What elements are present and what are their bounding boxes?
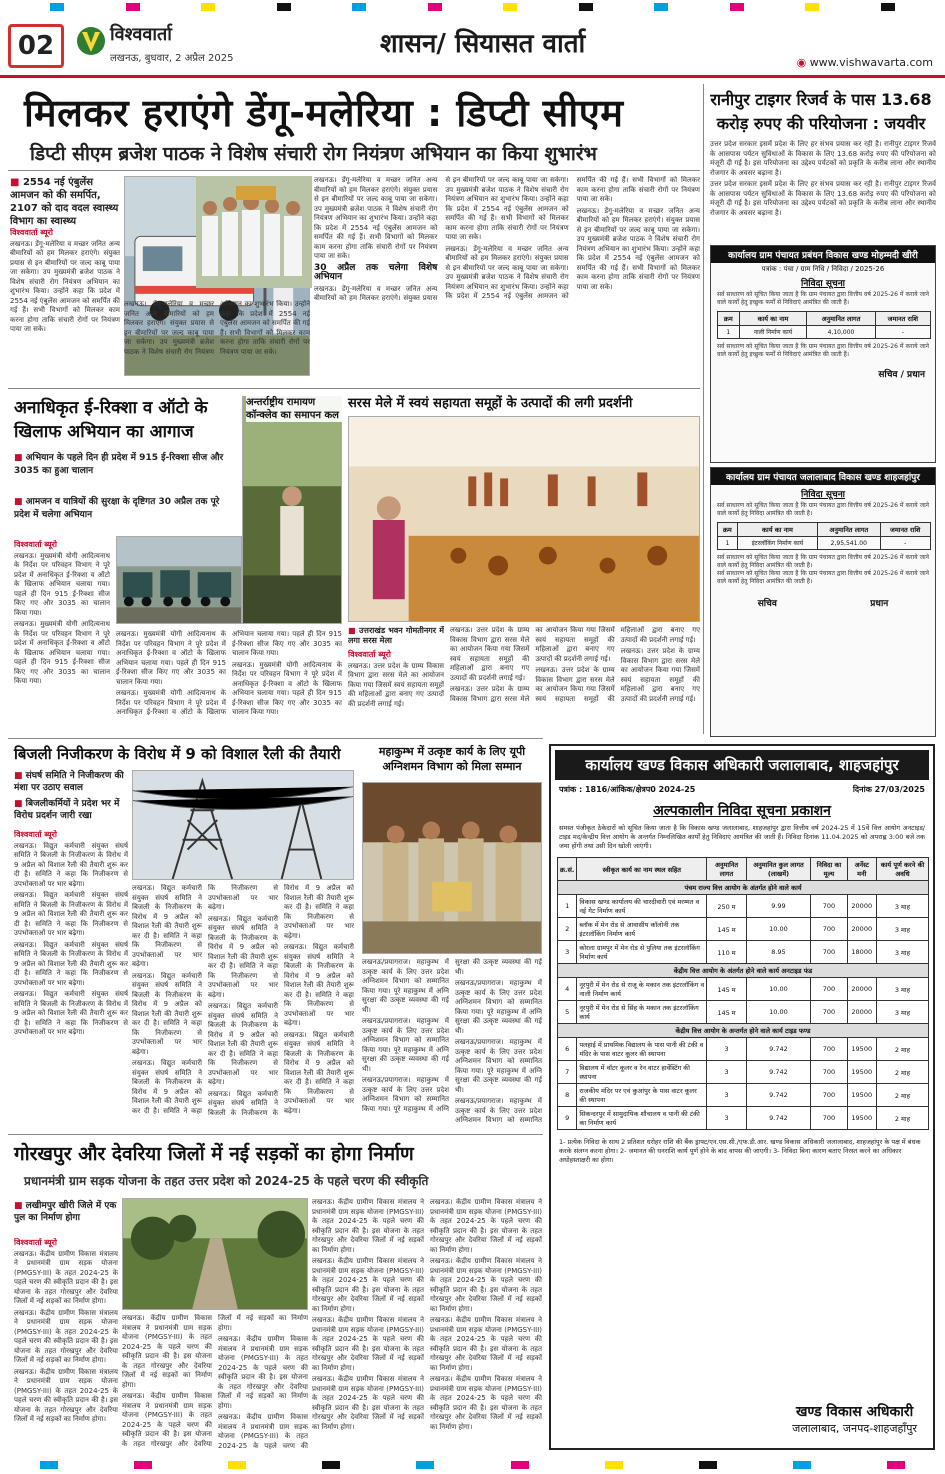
tender-row: 3 कोरला ग्रामपुर में मेन रोड से पुलिया तक इंटरलॉकिंग निर्माण कार्य 110 म 8.95 700 18000 3 माह bbox=[558, 941, 929, 964]
notice1-subtitle: निविदा सूचना bbox=[800, 279, 846, 289]
tender-row: 5 नूरपुरी में मेन रोड से सिंह के मकान तक इंटरलॉकिंग कार्य 145 म 10.00 700 20000 3 माह bbox=[558, 1001, 929, 1024]
website[interactable] bbox=[797, 56, 933, 69]
notice-box-1: कार्यालय ग्राम पंचायत प्रबंधन विकास खण्ड मोहम्मदी खीरी पत्रांक : पंचा / ग्राम निधि / निविदा / 2025-26 निविदा सूचना सर्व साधारण को सूचित किया जाता है कि ग्राम पंचायत द्वारा वित्तीय वर्ष 2025-26 में कराये जाने वाले कार्यों हेतु इच्छुक फर्मों से निविदाएं आमंत्रित की जाती हैं। क्रम कार्य का नाम अनुमानित लागत जमानत राशि 1 नाली निर्माण कार्य 4,10,000 - सर्व साधारण को सूचित किया जाता है कि ग्राम पंचायत द्वारा वित्तीय वर्ष 2025-26 में कराये जाने वाले कार्यों हेतु इच्छुक फर्मों से निविदाएं आमंत्रित की जाती हैं। सचिव / प्रधान bbox=[710, 245, 936, 463]
bijli-body-col1: विश्ववार्ता ब्यूरो लखनऊ। विद्युत कर्मचारी संयुक्त संघर्ष समिति ने बिजली के निजीकरण के विरोध में 9 अप्रैल को विशाल रैली की तैयारी शुरू कर दी है। समिति ने कहा कि निजीकरण से उपभोक्ताओं पर भार बढ़ेगा। लखनऊ। विद्युत कर्मचारी संयुक्त संघर्ष समिति ने बिजली के निजीकरण के विरोध में 9 अप्रैल को विशाल रैली की तैयारी शुरू कर दी है। समिति ने कहा कि निजीकरण से उपभोक्ताओं पर भार बढ़ेगा। लखनऊ। विद्युत कर्मचारी संयुक्त संघर्ष समिति ने बिजली के निजीकरण के विरोध में 9 अप्रैल को विशाल रैली की तैयारी शुरू कर दी है। समिति ने कहा कि निजीकरण से उपभोक्ताओं पर भार बढ़ेगा। लखनऊ। विद्युत कर्मचारी संयुक्त संघर्ष समिति ने बिजली के निजीकरण के विरोध में 9 अप्रैल को विशाल रैली की तैयारी शुरू कर दी है। समिति ने कहा कि निजीकरण से उपभोक्ताओं पर भार बढ़ेगा। bbox=[14, 830, 128, 1036]
website-url: www.vishwavarta.com bbox=[809, 56, 933, 69]
photo-saras-mela bbox=[348, 416, 700, 622]
tender-table: क्र.सं. स्वीकृत कार्य का नाम स्थल सहित अनुमानित लागत अनुमानित कुल लागत (लाखमें) निविदा का मूल्य अर्नेस्ट मनी कार्य पूर्ण करने की अवधि पंचम राज्य वित्त आयोग के अंतर्गत होने वाले कार्य 1 विकास खण्ड कार्यालय की चारदीवारी एवं मरम्मत व नई गेट निर्माण कार्य 250 म 9.99 700 20000 3 माह 2 ब्लॉक में मेन रोड से आवासीय कॉलोनी तक इंटरलॉकिंग निर्माण कार्य 145 म 10.00 700 20000 3 माह 3 कोरला ग्रामपुर में मेन रोड से पुलिया तक इंटरलॉकिंग निर्माण कार्य 110 म 8.95 700 18000 3 माह केंद्रीय वित्त आयोग के अंतर्गत होने वाले कार्य अनटाइड फंड 4 नूरपुरी में मेन रोड से राजू के मकान तक इंटरलॉकिंग व नाली निर्माण कार्य 145 म 10.00 700 20000 3 माह 5 नूरपुरी में मेन रोड से सिंह के मकान तक इंटरलॉकिंग कार्य 145 म 10.00 700 20000 3 माह केंद्रीय वित्त आयोग के अन्तर्गत होने वाले कार्य टाइड फण्ड 6 पलहाई में प्राथमिक विद्यालय के पास पानी की टंकी व मंदिर के पास वाटर कूलर की स्थापना 3 9.742 700 19500 2 माह 7 विद्यालय में वॉटर कूलर व रेन वाटर हार्वेस्टिंग की स्थापना 3 9.742 700 19500 2 माह 8 राजकीय मंदिर पर एवं कुआंपुर के पास वाटर कूलर की स्थापना 3 9.742 700 19500 2 माह 9 सिकन्दरपुर में सामुदायिक शौचालय व पानी की टंकी का निर्माण कार्य 3 9.742 700 19500 2 माह bbox=[557, 857, 929, 1130]
erickshaw-kicker-2: ■ आमजन व यात्रियों की सुरक्षा के दृष्टिगत 30 अप्रैल तक पूरे प्रदेश में चलेगा अभियान bbox=[14, 497, 220, 520]
saras-caption-col: ■ उत्तराखंड भवन गोमतीनगर में लगा सरस मेला विश्ववार्ता ब्यूरो लखनऊ। उत्तर प्रदेश के ग्राम्य विकास विभाग द्वारा सरस मेले का आयोजन किया गया जिसमें स्वयं सहायता समूहों की महिलाओं द्वारा बनाए गए उत्पादों की प्रदर्शनी लगाई गई। bbox=[348, 626, 444, 708]
bullet-icon: ■ bbox=[10, 177, 23, 188]
saras-body-cols: लखनऊ। उत्तर प्रदेश के ग्राम्य विकास विभाग द्वारा सरस मेले का आयोजन किया गया जिसमें स्वयं सहायता समूहों की महिलाओं द्वारा बनाए गए उत्पादों की प्रदर्शनी लगाई गई। लखनऊ। उत्तर प्रदेश के ग्राम्य विकास विभाग द्वारा सरस मेले का आयोजन किया गया जिसमें स्वयं सहायता समूहों की महिलाओं द्वारा बनाए गए उत्पादों की प्रदर्शनी लगाई गई। लखनऊ। उत्तर प्रदेश के ग्राम्य विकास विभाग द्वारा सरस मेले का आयोजन किया गया जिसमें स्वयं सहायता समूहों की महिलाओं द्वारा बनाए गए उत्पादों की प्रदर्शनी लगाई गई। लखनऊ। उत्तर प्रदेश के ग्राम्य विकास विभाग द्वारा सरस मेले का आयोजन किया गया जिसमें स्वयं सहायता समूहों की महिलाओं द्वारा बनाए गए उत्पादों की प्रदर्शनी लगाई गई। bbox=[450, 626, 700, 703]
tender-group-row: केंद्रीय वित्त आयोग के अन्तर्गत होने वाले कार्य टाइड फण्ड bbox=[558, 1024, 929, 1038]
column-divider bbox=[703, 84, 704, 734]
lead-headline: मिलकर हराएंगे डेंगू-मलेरिया : डिप्टी सीएम bbox=[24, 91, 624, 135]
divider bbox=[8, 388, 700, 389]
bullet-icon: ■ bbox=[14, 799, 26, 809]
tender-row: 6 पलहाई में प्राथमिक विद्यालय के पास पानी की टंकी व मंदिर के पास वाटर कूलर की स्थापना 3 9.742 700 19500 2 माह bbox=[558, 1038, 929, 1061]
notice2-signatory-right: प्रधान bbox=[870, 599, 889, 609]
tender-subtitle: अल्पकालीन निविदा सूचना प्रकाशन bbox=[653, 803, 831, 819]
tender-intro: समस्त पंजीकृत ठेकेदारों को सूचित किया जाता है कि विकास खण्ड जलालाबाद, शाहजहांपुर द्वारा वित्तीय वर्ष 2024-25 में 15वें वित्त आयोग अनटाइड/टाइड मद/केन्द्रीय वित्त आयोग के अन्तर्गत निम्नलिखित कार्यों हेतु निविदाएं आमंत्रित की जाती हैं। निविदा दिनांक 11.04.2025 को अपराह्न 3:00 बजे तक जमा होंगी तथा उसी दिन खोली जाएंगी। bbox=[559, 824, 925, 850]
lead-body-cols: लखनऊ। डेंगू-मलेरिया व मच्छर जनित अन्य बीमारियों को हम मिलकर हराएंगे। संयुक्त प्रयास से इन बीमारियों पर जल्द काबू पाया जा सकेगा। उप मुख्यमंत्री ब्रजेश पाठक ने विशेष संचारी रोग नियंत्रण अभियान का शुभारंभ किया। उन्होंने कहा कि प्रदेश में 2554 नई एंबुलेंस आमजन को समर्पित की गई हैं। सभी विभागों को मिलकर काम करना होगा ताकि संचारी रोगों पर नियंत्रण पाया जा सके। 30 अप्रैल तक चलेगा विशेष अभियान लखनऊ। डेंगू-मलेरिया व मच्छर जनित अन्य बीमारियों को हम मिलकर हराएंगे। संयुक्त प्रयास से इन बीमारियों पर जल्द काबू पाया जा सकेगा। उप मुख्यमंत्री ब्रजेश पाठक ने विशेष संचारी रोग नियंत्रण अभियान का शुभारंभ किया। उन्होंने कहा कि प्रदेश में 2554 नई एंबुलेंस आमजन को समर्पित की गई हैं। सभी विभागों को मिलकर काम करना होगा ताकि संचारी रोगों पर नियंत्रण पाया जा सके। लखनऊ। डेंगू-मलेरिया व मच्छर जनित अन्य बीमारियों को हम मिलकर हराएंगे। संयुक्त प्रयास से इन बीमारियों पर जल्द काबू पाया जा सकेगा। उप मुख्यमंत्री ब्रजेश पाठक ने विशेष संचारी रोग नियंत्रण अभियान का शुभारंभ किया। उन्होंने कहा कि प्रदेश में 2554 नई एंबुलेंस आमजन को समर्पित की गई हैं। सभी विभागों को मिलकर काम करना होगा ताकि संचारी रोगों पर नियंत्रण पाया जा सके। लखनऊ। डेंगू-मलेरिया व मच्छर जनित अन्य बीमारियों को हम मिलकर हराएंगे। संयुक्त प्रयास से इन बीमारियों पर जल्द काबू पाया जा सकेगा। उप मुख्यमंत्री ब्रजेश पाठक ने विशेष संचारी रोग नियंत्रण अभियान का शुभारंभ किया। उन्होंने कहा कि प्रदेश में 2554 नई एंबुलेंस आमजन को समर्पित की गई हैं। सभी विभागों को मिलकर काम करना होगा ताकि संचारी रोगों पर नियंत्रण पाया जा सके। bbox=[314, 176, 700, 302]
notice2-body: सर्व साधारण को सूचित किया जाता है कि ग्राम पंचायत द्वारा वित्तीय वर्ष 2025-26 में कराये जाने वाले कार्यों हेतु निविदा आमंत्रित की जाती है। bbox=[717, 502, 929, 517]
bijli-kicker-2: ■ बिजलीकर्मियों ने प्रदेश भर में विरोध प्रदर्शन जारी रखा bbox=[14, 799, 120, 821]
v-logo-icon bbox=[76, 24, 106, 58]
notice2-signatory-left: सचिव bbox=[757, 599, 777, 609]
bullet-icon: ■ bbox=[14, 1201, 26, 1211]
dateline: लखनऊ, बुधवार, 2 अप्रैल 2025 bbox=[110, 53, 234, 64]
lead-body: लखनऊ। डेंगू-मलेरिया व मच्छर जनित अन्य बीमारियों को हम मिलकर हराएंगे। संयुक्त प्रयास से इन बीमारियों पर जल्द काबू पाया जा सकेगा। उप मुख्यमंत्री ब्रजेश पाठक ने विशेष संचारी रोग नियंत्रण अभियान का शुभारंभ किया। उन्होंने कहा कि प्रदेश में 2554 नई एंबुलेंस आमजन को समर्पित की गई हैं। सभी विभागों को मिलकर काम करना होगा ताकि संचारी रोगों पर नियंत्रण पाया जा सके। bbox=[10, 239, 120, 333]
notice2-table: क्रम कार्य का नाम अनुमानित लागत जमानत राशि 1 इंटरलॉकिंग निर्माण कार्य 2,95,541.00 - bbox=[717, 522, 931, 550]
page-number: 02 bbox=[8, 24, 64, 68]
tender-group-row: केंद्रीय वित्त आयोग के अंतर्गत होने वाले कार्य अनटाइड फंड bbox=[558, 964, 929, 978]
tender-notice bbox=[549, 744, 935, 1450]
ramayan-headline: अन्तर्राष्ट्रीय रामायण कॉन्क्लेव का समापन कल bbox=[246, 396, 342, 422]
bijli-headline: बिजली निजीकरण के विरोध में 9 को विशाल रैली की तैयारी bbox=[14, 745, 341, 763]
lead-kicker: ■ 2554 नई एंबुलेंस आमजन को की समर्पित, 2107 को दाद वदल स्वास्थ्य विभाग का स्वास्थ्य bbox=[10, 177, 119, 227]
tender-row: 1 विकास खण्ड कार्यालय की चारदीवारी एवं मरम्मत व नई गेट निर्माण कार्य 250 म 9.99 700 20000 3 माह bbox=[558, 895, 929, 918]
tender-row: 7 विद्यालय में वॉटर कूलर व रेन वाटर हार्वेस्टिंग की स्थापना 3 9.742 700 19500 2 माह bbox=[558, 1061, 929, 1084]
notice1-signatory: सचिव / प्रधान bbox=[878, 370, 925, 380]
erickshaw-headline: अनाधिकृत ई-रिक्शा व ऑटो के खिलाफ अभियान का आगाज bbox=[14, 398, 208, 442]
bullet-icon: ■ bbox=[14, 453, 26, 463]
roads-headline: गोरखपुर और देवरिया जिलों में नई सड़कों का होगा निर्माण bbox=[14, 1143, 414, 1165]
roads-subhead: प्रधानमंत्री ग्राम सड़क योजना के तहत उत्तर प्रदेश को 2024-25 के पहले चरण की स्वीकृति bbox=[24, 1174, 429, 1188]
tender-date: दिनांक 27/03/2025 bbox=[852, 785, 925, 794]
tender-row: 8 राजकीय मंदिर पर एवं कुआंपुर के पास वाटर कूलर की स्थापना 3 9.742 700 19500 2 माह bbox=[558, 1084, 929, 1107]
photo-erickshaw-seizure bbox=[116, 536, 242, 624]
tender-row: 2 ब्लॉक में मेन रोड से आवासीय कॉलोनी तक इंटरलॉकिंग निर्माण कार्य 145 म 10.00 700 20000 3 माह bbox=[558, 918, 929, 941]
tender-title: कार्यालय खण्ड विकास अधिकारी जलालाबाद, शाहजहांपुर bbox=[555, 750, 929, 780]
lead-subhead: डिप्टी सीएम ब्रजेश पाठक ने विशेष संचारी रोग नियंत्रण अभियान का किया शुभारंभ bbox=[30, 143, 597, 165]
roads-kicker: ■ लखीमपुर खीरी जिले में एक पुल का निर्माण होगा bbox=[14, 1201, 117, 1223]
masthead bbox=[0, 16, 945, 78]
bullet-icon: ■ bbox=[14, 497, 26, 507]
bijli-kicker-1: ■ संघर्ष समिति ने निजीकरण की मंशा पर उठाए सवाल bbox=[14, 771, 124, 793]
bullet-icon: ■ bbox=[348, 626, 360, 635]
bijli-body-cols: लखनऊ। विद्युत कर्मचारी संयुक्त संघर्ष समिति ने बिजली के निजीकरण के विरोध में 9 अप्रैल को विशाल रैली की तैयारी शुरू कर दी है। समिति ने कहा कि निजीकरण से उपभोक्ताओं पर भार बढ़ेगा। लखनऊ। विद्युत कर्मचारी संयुक्त संघर्ष समिति ने बिजली के निजीकरण के विरोध में 9 अप्रैल को विशाल रैली की तैयारी शुरू कर दी है। समिति ने कहा कि निजीकरण से उपभोक्ताओं पर भार बढ़ेगा। लखनऊ। विद्युत कर्मचारी संयुक्त संघर्ष समिति ने बिजली के निजीकरण के विरोध में 9 अप्रैल को विशाल रैली की तैयारी शुरू कर दी है। समिति ने कहा कि निजीकरण से उपभोक्ताओं पर भार बढ़ेगा। लखनऊ। विद्युत कर्मचारी संयुक्त संघर्ष समिति ने बिजली के निजीकरण के विरोध में 9 अप्रैल को विशाल रैली की तैयारी शुरू कर दी है। समिति ने कहा कि निजीकरण से उपभोक्ताओं पर भार बढ़ेगा। लखनऊ। विद्युत कर्मचारी संयुक्त संघर्ष समिति ने बिजली के निजीकरण के विरोध में 9 अप्रैल को विशाल रैली की तैयारी शुरू कर दी है। समिति ने कहा कि निजीकरण से उपभोक्ताओं पर भार बढ़ेगा। लखनऊ। विद्युत कर्मचारी संयुक्त संघर्ष समिति ने बिजली के निजीकरण के विरोध में 9 अप्रैल को विशाल रैली की तैयारी शुरू कर दी है। समिति ने कहा कि निजीकरण से उपभोक्ताओं पर भार बढ़ेगा। लखनऊ। विद्युत कर्मचारी संयुक्त संघर्ष समिति ने बिजली के निजीकरण के विरोध में 9 अप्रैल को विशाल रैली की तैयारी शुरू कर दी है। समिति ने कहा कि निजीकरण से उपभोक्ताओं पर भार बढ़ेगा। लखनऊ। विद्युत कर्मचारी संयुक्त संघर्ष समिति ने बिजली के निजीकरण के विरोध में 9 अप्रैल को विशाल रैली की तैयारी शुरू कर दी है। समिति ने कहा कि निजीकरण से उपभोक्ताओं पर भार बढ़ेगा। bbox=[132, 884, 354, 1117]
notice2-title: कार्यालय ग्राम पंचायत जलालाबाद विकास खण्ड शाहजहांपुर bbox=[711, 468, 935, 485]
roads-body-col1: विश्ववार्ता ब्यूरो लखनऊ। केंद्रीय ग्रामीण विकास मंत्रालय ने प्रधानमंत्री ग्राम सड़क योजना (PMGSY-III) के तहत 2024-25 के पहले चरण की स्वीकृति प्रदान की है। इस योजना के तहत गोरखपुर और देवरिया जिलों में नई सड़कों का निर्माण होगा। लखनऊ। केंद्रीय ग्रामीण विकास मंत्रालय ने प्रधानमंत्री ग्राम सड़क योजना (PMGSY-III) के तहत 2024-25 के पहले चरण की स्वीकृति प्रदान की है। इस योजना के तहत गोरखपुर और देवरिया जिलों में नई सड़कों का निर्माण होगा। लखनऊ। केंद्रीय ग्रामीण विकास मंत्रालय ने प्रधानमंत्री ग्राम सड़क योजना (PMGSY-III) के तहत 2024-25 के पहले चरण की स्वीकृति प्रदान की है। इस योजना के तहत गोरखपुर और देवरिया जिलों में नई सड़कों का निर्माण होगा। bbox=[14, 1238, 118, 1423]
divider bbox=[8, 738, 543, 739]
divider bbox=[8, 1134, 543, 1135]
tender-notes: 1- प्रत्येक निविदा के साथ 2 प्रतिशत धरोहर राशि की बैंक ड्राफ्ट/एन.एस.सी./एफ.डी.आर. खण्ड विकास अधिकारी जलालाबाद, शाहजहांपुर के पक्ष में बंधक करके संलग्न करना होगा। 2- जमानत की धनराशि कार्य पूर्ण होने के बाद वापस की जाएगी। 3- निविदा बिना कारण बताए निरस्त करने का अधिकार अधोहस्ताक्षरी का होगा। bbox=[559, 1138, 921, 1164]
tender-group-row: पंचम राज्य वित्त आयोग के अंतर्गत होने वाले कार्य bbox=[558, 881, 929, 895]
photo-officials bbox=[196, 176, 312, 288]
registration-marks-bottom bbox=[0, 1458, 945, 1472]
fire-body-cols: लखनऊ/प्रयागराज। महाकुम्भ में उत्कृष्ट कार्य के लिए उत्तर प्रदेश अग्निशमन विभाग को सम्मानित किया गया। पूरे महाकुम्भ में अग्नि सुरक्षा की उत्कृष्ट व्यवस्था की गई थी। लखनऊ/प्रयागराज। महाकुम्भ में उत्कृष्ट कार्य के लिए उत्तर प्रदेश अग्निशमन विभाग को सम्मानित किया गया। पूरे महाकुम्भ में अग्नि सुरक्षा की उत्कृष्ट व्यवस्था की गई थी। लखनऊ/प्रयागराज। महाकुम्भ में उत्कृष्ट कार्य के लिए उत्तर प्रदेश अग्निशमन विभाग को सम्मानित किया गया। पूरे महाकुम्भ में अग्नि सुरक्षा की उत्कृष्ट व्यवस्था की गई थी। लखनऊ/प्रयागराज। महाकुम्भ में उत्कृष्ट कार्य के लिए उत्तर प्रदेश अग्निशमन विभाग को सम्मानित किया गया। पूरे महाकुम्भ में अग्नि सुरक्षा की उत्कृष्ट व्यवस्था की गई थी। लखनऊ/प्रयागराज। महाकुम्भ में उत्कृष्ट कार्य के लिए उत्तर प्रदेश अग्निशमन विभाग को सम्मानित किया गया। पूरे महाकुम्भ में अग्नि सुरक्षा की उत्कृष्ट व्यवस्था की गई थी। लखनऊ/प्रयागराज। महाकुम्भ में उत्कृष्ट कार्य के लिए उत्तर प्रदेश अग्निशमन विभाग को सम्मानित bbox=[362, 958, 542, 1124]
notice1-table: क्रम कार्य का नाम अनुमानित लागत जमानत राशि 1 नाली निर्माण कार्य 4,10,000 - bbox=[717, 311, 931, 339]
notice1-body: सर्व साधारण को सूचित किया जाता है कि ग्राम पंचायत द्वारा वित्तीय वर्ष 2025-26 में कराये जाने वाले कार्यों हेतु इच्छुक फर्मों से निविदाएं आमंत्रित की जाती हैं। bbox=[717, 291, 929, 306]
saras-headline: सरस मेले में स्वयं सहायता समूहों के उत्पादों की लगी प्रदर्शनी bbox=[348, 396, 633, 411]
tender-row: 4 नूरपुरी में मेन रोड से राजू के मकान तक इंटरलॉकिंग व नाली निर्माण कार्य 145 म 10.00 700 20000 3 माह bbox=[558, 978, 929, 1001]
tender-row: 9 सिकन्दरपुर में सामुदायिक शौचालय व पानी की टंकी का निर्माण कार्य 3 9.742 700 19500 2 माह bbox=[558, 1107, 929, 1130]
notice1-title: कार्यालय ग्राम पंचायत प्रबंधन विकास खण्ड मोहम्मदी खीरी bbox=[711, 246, 935, 263]
lead-body-col1 bbox=[10, 228, 120, 376]
notice2-subtitle: निविदा सूचना bbox=[800, 490, 846, 500]
erickshaw-kicker-1: ■ अभियान के पहले दिन ही प्रदेश में 915 ई-रिक्शा सीज और 3035 का हुआ चालान bbox=[14, 453, 224, 476]
roads-body-cols1: लखनऊ। केंद्रीय ग्रामीण विकास मंत्रालय ने प्रधानमंत्री ग्राम सड़क योजना (PMGSY-III) के तहत 2024-25 के पहले चरण की स्वीकृति प्रदान की है। इस योजना के तहत गोरखपुर और देवरिया जिलों में नई सड़कों का निर्माण होगा। लखनऊ। केंद्रीय ग्रामीण विकास मंत्रालय ने प्रधानमंत्री ग्राम सड़क योजना (PMGSY-III) के तहत 2024-25 के पहले चरण की स्वीकृति प्रदान की है। इस योजना के तहत गोरखपुर और देवरिया जिलों में नई सड़कों का निर्माण होगा। लखनऊ। केंद्रीय ग्रामीण विकास मंत्रालय ने प्रधानमंत्री ग्राम सड़क योजना (PMGSY-III) के तहत 2024-25 के पहले चरण की स्वीकृति प्रदान की है। इस योजना के तहत गोरखपुर और देवरिया जिलों में नई सड़कों का निर्माण होगा। लखनऊ। केंद्रीय ग्रामीण विकास मंत्रालय ने प्रधानमंत्री ग्राम सड़क योजना (PMGSY-III) के तहत 2024-25 के पहले चरण की bbox=[122, 1314, 308, 1450]
notice1-ref: पत्रांक : पंचा / ग्राम निधि / निविदा / 2025-26 bbox=[761, 265, 885, 273]
registration-marks-top bbox=[0, 0, 945, 14]
lead-section-head: 30 अप्रैल तक चलेगा विशेष अभियान bbox=[314, 262, 438, 282]
right-body: उत्तर प्रदेश सरकार इसमें प्रदेश के लिए हर संभव प्रयास कर रही है। रानीपुर टाइगर रिजर्व के आसपास पर्यटन सुविधाओं के विकास के लिए 13.68 करोड़ रुपए की परियोजना को मंजूरी दी गई है। इस परियोजना का उद्देश्य पर्यटकों को प्रकृति के करीब लाना और स्थानीय रोजगार के अवसर बढ़ाना है। उत्तर प्रदेश सरकार इसमें प्रदेश के लिए हर संभव प्रयास कर रही है। रानीपुर टाइगर रिजर्व के आसपास पर्यटन सुविधाओं के विकास के लिए 13.68 करोड़ रुपए की परियोजना को मंजूरी दी गई है। इस परियोजना का उद्देश्य पर्यटकों को प्रकृति के करीब लाना और स्थानीय रोजगार के अवसर बढ़ाना है। bbox=[710, 140, 936, 217]
notice-box-2: कार्यालय ग्राम पंचायत जलालाबाद विकास खण्ड शाहजहांपुर निविदा सूचना सर्व साधारण को सूचित किया जाता है कि ग्राम पंचायत द्वारा वित्तीय वर्ष 2025-26 में कराये जाने वाले कार्यों हेतु निविदा आमंत्रित की जाती है। क्रम कार्य का नाम अनुमानित लागत जमानत राशि 1 इंटरलॉकिंग निर्माण कार्य 2,95,541.00 - सर्व साधारण को सूचित किया जाता है कि ग्राम पंचायत द्वारा वित्तीय वर्ष 2025-26 में कराये जाने वाले कार्यों हेतु निविदा आमंत्रित की जाती है। सर्व साधारण को सूचित किया जाता है कि ग्राम पंचायत द्वारा वित्तीय वर्ष 2025-26 में कराये जाने वाले कार्यों हेतु निविदा आमंत्रित की जाती है। सचिव प्रधान bbox=[710, 467, 936, 737]
roads-body-cols2: लखनऊ। केंद्रीय ग्रामीण विकास मंत्रालय ने प्रधानमंत्री ग्राम सड़क योजना (PMGSY-III) के तहत 2024-25 के पहले चरण की स्वीकृति प्रदान की है। इस योजना के तहत गोरखपुर और देवरिया जिलों में नई सड़कों का निर्माण होगा। लखनऊ। केंद्रीय ग्रामीण विकास मंत्रालय ने प्रधानमंत्री ग्राम सड़क योजना (PMGSY-III) के तहत 2024-25 के पहले चरण की स्वीकृति प्रदान की है। इस योजना के तहत गोरखपुर और देवरिया जिलों में नई सड़कों का निर्माण होगा। लखनऊ। केंद्रीय ग्रामीण विकास मंत्रालय ने प्रधानमंत्री ग्राम सड़क योजना (PMGSY-III) के तहत 2024-25 के पहले चरण की स्वीकृति प्रदान की है। इस योजना के तहत गोरखपुर और देवरिया जिलों में नई सड़कों का निर्माण होगा। लखनऊ। केंद्रीय ग्रामीण विकास मंत्रालय ने प्रधानमंत्री ग्राम सड़क योजना (PMGSY-III) के तहत 2024-25 के पहले चरण की स्वीकृति प्रदान की है। इस योजना के तहत गोरखपुर और देवरिया जिलों में नई सड़कों का निर्माण होगा। लखनऊ। केंद्रीय ग्रामीण विकास मंत्रालय ने प्रधानमंत्री ग्राम सड़क योजना (PMGSY-III) के तहत 2024-25 के पहले चरण की स्वीकृति प्रदान की है। इस योजना के तहत गोरखपुर और देवरिया जिलों में नई सड़कों का निर्माण होगा। लखनऊ। केंद्रीय ग्रामीण विकास मंत्रालय ने प्रधानमंत्री ग्राम सड़क योजना (PMGSY-III) के तहत 2024-25 के पहले चरण की स्वीकृति प्रदान की है। इस योजना के तहत गोरखपुर और देवरिया जिलों में नई सड़कों का निर्माण होगा। लखनऊ। केंद्रीय ग्रामीण विकास मंत्रालय ने प्रधानमंत्री ग्राम सड़क योजना (PMGSY-III) के तहत 2024-25 के पहले चरण की स्वीकृति प्रदान की है। इस योजना के तहत गोरखपुर और देवरिया जिलों में नई सड़कों का निर्माण होगा। लखनऊ। केंद्रीय ग्रामीण विकास मंत्रालय ने प्रधानमंत्री ग्राम सड़क योजना (PMGSY-III) के तहत 2024-25 के पहले चरण की स्वीकृति प्रदान की है। इस योजना के तहत गोरखपुर और देवरिया जिलों में नई सड़कों का निर्माण होगा। bbox=[312, 1198, 542, 1431]
tender-ref: पत्रांक : 1816/आंकिक/क्षेत्रप0 2024-25 bbox=[559, 785, 696, 794]
lead-body-col2: लखनऊ। डेंगू-मलेरिया व मच्छर जनित अन्य बीमारियों को हम मिलकर हराएंगे। संयुक्त प्रयास से इन बीमारियों पर जल्द काबू पाया जा सकेगा। उप मुख्यमंत्री ब्रजेश पाठक ने विशेष संचारी रोग नियंत्रण अभियान का शुभारंभ किया। उन्होंने कहा कि प्रदेश में 2554 नई एंबुलेंस आमजन को समर्पित की गई हैं। सभी विभागों को मिलकर काम करना होगा ताकि संचारी रोगों पर नियंत्रण पाया जा सके। bbox=[124, 300, 310, 356]
erickshaw-body-cols: लखनऊ। मुख्यमंत्री योगी आदित्यनाथ के निर्देश पर परिवहन विभाग ने पूरे प्रदेश में अनाधिकृत ई-रिक्शा व ऑटो के खिलाफ अभियान चलाया गया। पहले ही दिन 915 ई-रिक्शा सीज किए गए और 3035 का चालान किया गया। लखनऊ। मुख्यमंत्री योगी आदित्यनाथ के निर्देश पर परिवहन विभाग ने पूरे प्रदेश में अनाधिकृत ई-रिक्शा व ऑटो के खिलाफ अभियान चलाया गया। पहले ही दिन 915 ई-रिक्शा सीज किए गए और 3035 का चालान किया गया। लखनऊ। मुख्यमंत्री योगी आदित्यनाथ के निर्देश पर परिवहन विभाग ने पूरे प्रदेश में अनाधिकृत ई-रिक्शा व ऑटो के खिलाफ अभियान चलाया गया। पहले ही दिन 915 ई-रिक्शा सीज किए गए और 3035 का चालान किया गया। bbox=[116, 630, 342, 716]
photo-fire-award bbox=[362, 782, 542, 954]
brand-name: विश्ववार्ता bbox=[110, 24, 172, 45]
photo-village-road bbox=[122, 1198, 308, 1310]
lead-byline: विश्ववार्ता ब्यूरो bbox=[10, 228, 53, 237]
saras-caption-kicker: ■ उत्तराखंड भवन गोमतीनगर में लगा सरस मेला bbox=[348, 626, 444, 645]
erickshaw-body-col1: विश्ववार्ता ब्यूरो लखनऊ। मुख्यमंत्री योगी आदित्यनाथ के निर्देश पर परिवहन विभाग ने पूरे प्रदेश में अनाधिकृत ई-रिक्शा व ऑटो के खिलाफ अभियान चलाया गया। पहले ही दिन 915 ई-रिक्शा सीज किए गए और 3035 का चालान किया गया। लखनऊ। मुख्यमंत्री योगी आदित्यनाथ के निर्देश पर परिवहन विभाग ने पूरे प्रदेश में अनाधिकृत ई-रिक्शा व ऑटो के खिलाफ अभियान चलाया गया। पहले ही दिन 915 ई-रिक्शा सीज किए गए और 3035 का चालान किया गया। bbox=[14, 540, 110, 685]
fire-headline: महाकुम्भ में उत्कृष्ट कार्य के लिए यूपी अग्निशमन विभाग को मिला सम्मान bbox=[378, 745, 526, 773]
section-title: शासन/ सियासत वार्ता bbox=[380, 29, 586, 59]
tender-signature: खण्ड विकास अधिकारी जलालाबाद, जनपद-शाहजहाँपुर bbox=[792, 1404, 917, 1435]
photo-ramayan-event bbox=[242, 396, 342, 624]
right-headline: रानीपुर टाइगर रिजर्व के पास 13.68 करोड़ रुपए की परियोजना : जयवीर bbox=[710, 90, 932, 133]
bullet-icon: ■ bbox=[14, 771, 26, 781]
photo-power-tower bbox=[132, 770, 354, 880]
globe-icon: ◉ bbox=[796, 56, 807, 69]
divider bbox=[8, 170, 700, 171]
